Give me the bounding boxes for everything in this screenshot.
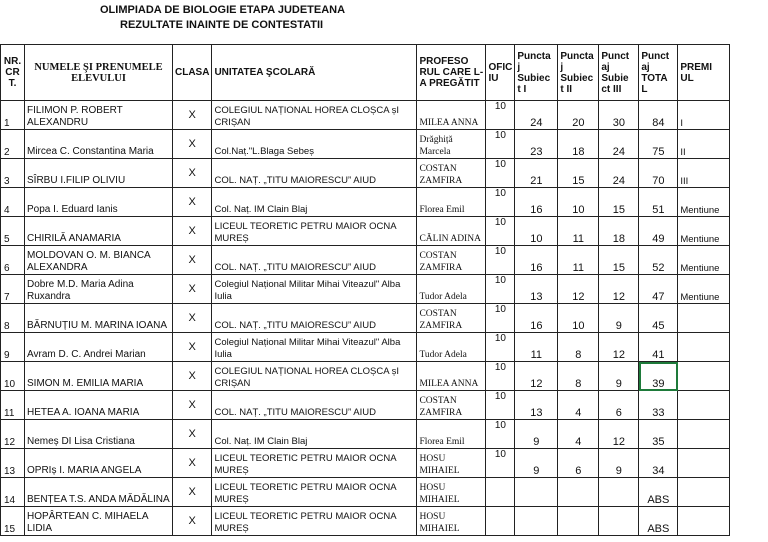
table-row	[1, 217, 730, 246]
score-subject-3-cell[interactable]: 12	[599, 420, 639, 449]
student-name-cell[interactable]: Nemeș DI Lisa Cristiana	[25, 420, 173, 449]
score-subject-3-cell[interactable]: 24	[599, 130, 639, 159]
ofic-cell[interactable]: 10	[486, 275, 515, 304]
class-cell[interactable]: X	[173, 159, 212, 188]
row-number-cell[interactable]: 3	[1, 159, 25, 188]
score-subject-2-cell[interactable]: 11	[558, 217, 599, 246]
teacher-cell[interactable]: HOSU MIHAIEL	[417, 507, 486, 536]
teacher-cell[interactable]: Drăghiță Marcela	[417, 130, 486, 159]
school-unit-cell[interactable]: COL. NAȚ. „TITU MAIORESCU” AIUD	[212, 304, 417, 333]
score-subject-2-cell[interactable]: 6	[558, 449, 599, 478]
header-unit[interactable]: UNITATEA ŞCOLARĂ	[212, 45, 417, 101]
score-subject-1-cell[interactable]: 16	[515, 246, 558, 275]
table-row	[1, 130, 730, 159]
table-row	[1, 101, 730, 130]
award-cell[interactable]: III	[678, 159, 730, 188]
score-subject-3-cell[interactable]: 24	[599, 159, 639, 188]
award-cell[interactable]: Mentiune	[678, 188, 730, 217]
school-unit-cell[interactable]: Colegiul Național Militar Mihai Viteazul" Alba Iulia	[212, 275, 417, 304]
student-name-cell[interactable]: SIMON M. EMILIA MARIA	[25, 362, 173, 391]
school-unit-cell[interactable]: COL. NAȚ. „TITU MAIORESCU” AIUD	[212, 159, 417, 188]
document-titles	[0, 0, 768, 44]
score-subject-2-cell[interactable]: 8	[558, 333, 599, 362]
class-cell[interactable]: X	[173, 275, 212, 304]
award-cell[interactable]: Mentiune	[678, 275, 730, 304]
score-subject-2-cell[interactable]: 11	[558, 246, 599, 275]
class-cell[interactable]: X	[173, 449, 212, 478]
score-total-cell[interactable]: 70	[639, 159, 678, 188]
award-cell[interactable]	[678, 478, 730, 507]
row-number-cell[interactable]: 13	[1, 449, 25, 478]
score-subject-3-cell[interactable]: 12	[599, 275, 639, 304]
row-number-cell[interactable]: 14	[1, 478, 25, 507]
ofic-cell[interactable]	[486, 507, 515, 536]
teacher-cell[interactable]: Florea Emil	[417, 188, 486, 217]
school-unit-cell[interactable]: COLEGIUL NAȚIONAL HOREA CLOȘCA șI CRIȘAN	[212, 101, 417, 130]
header-p3[interactable]: Punct aj Subie ct III	[599, 45, 639, 101]
header-clasa[interactable]: CLASA	[173, 45, 212, 101]
score-total-cell[interactable]: 75	[639, 130, 678, 159]
student-name-cell[interactable]: CHIRILĂ ANAMARIA	[25, 217, 173, 246]
ofic-cell[interactable]: 10	[486, 246, 515, 275]
score-subject-1-cell[interactable]: 23	[515, 130, 558, 159]
table-row	[1, 420, 730, 449]
table-row	[1, 304, 730, 333]
ofic-cell[interactable]: 10	[486, 333, 515, 362]
row-number-cell[interactable]: 7	[1, 275, 25, 304]
school-unit-cell[interactable]: LICEUL TEORETIC PETRU MAIOR OCNA MUREȘ	[212, 449, 417, 478]
ofic-cell[interactable]: 10	[486, 449, 515, 478]
score-subject-1-cell[interactable]: 9	[515, 420, 558, 449]
header-p2[interactable]: Puncta j Subiec t II	[558, 45, 599, 101]
score-subject-3-cell[interactable]	[599, 478, 639, 507]
header-nr[interactable]: NR. CR T.	[1, 45, 25, 101]
score-total-cell[interactable]: 34	[639, 449, 678, 478]
score-subject-2-cell[interactable]: 12	[558, 275, 599, 304]
class-cell[interactable]: X	[173, 362, 212, 391]
score-subject-2-cell[interactable]: 20	[558, 101, 599, 130]
score-subject-1-cell[interactable]: 21	[515, 159, 558, 188]
ofic-cell[interactable]: 10	[486, 217, 515, 246]
teacher-cell[interactable]: MILEA ANNA	[417, 101, 486, 130]
ofic-cell[interactable]: 10	[486, 130, 515, 159]
score-subject-1-cell[interactable]	[515, 478, 558, 507]
school-unit-cell[interactable]: COLEGIUL NAȚIONAL HOREA CLOȘCA șI CRIȘAN	[212, 362, 417, 391]
score-total-cell[interactable]: 35	[639, 420, 678, 449]
row-number-cell[interactable]: 2	[1, 130, 25, 159]
student-name-cell[interactable]: Mircea C. Constantina Maria	[25, 130, 173, 159]
score-total-cell[interactable]: 51	[639, 188, 678, 217]
score-subject-3-cell[interactable]: 12	[599, 333, 639, 362]
results-table	[0, 44, 730, 536]
header-row	[1, 45, 730, 101]
score-subject-3-cell[interactable]: 6	[599, 391, 639, 420]
score-subject-1-cell[interactable]: 13	[515, 275, 558, 304]
school-unit-cell[interactable]: Colegiul Național Militar Mihai Viteazul" Alba Iulia	[212, 333, 417, 362]
student-name-cell[interactable]: MOLDOVAN O. M. BIANCA ALEXANDRA	[25, 246, 173, 275]
score-subject-1-cell[interactable]: 16	[515, 188, 558, 217]
ofic-cell[interactable]: 10	[486, 159, 515, 188]
award-cell[interactable]	[678, 391, 730, 420]
row-number-cell[interactable]: 11	[1, 391, 25, 420]
class-cell[interactable]: X	[173, 478, 212, 507]
award-cell[interactable]: II	[678, 130, 730, 159]
student-name-cell[interactable]: SÎRBU I.FILIP OLIVIU	[25, 159, 173, 188]
ofic-cell[interactable]: 10	[486, 304, 515, 333]
title-line-1: OLIMPIADA DE BIOLOGIE ETAPA JUDETEANA	[100, 4, 346, 16]
header-ofic[interactable]: OFIC IU	[486, 45, 515, 101]
score-subject-3-cell[interactable]: 18	[599, 217, 639, 246]
teacher-cell[interactable]: CĂLIN ADINA	[417, 217, 486, 246]
score-subject-3-cell[interactable]: 30	[599, 101, 639, 130]
student-name-cell[interactable]: Popa I. Eduard Ianis	[25, 188, 173, 217]
score-subject-3-cell[interactable]: 9	[599, 362, 639, 391]
class-cell[interactable]: X	[173, 130, 212, 159]
class-cell[interactable]: X	[173, 507, 212, 536]
header-p1[interactable]: Puncta j Subiec t I	[515, 45, 558, 101]
table-row	[1, 188, 730, 217]
score-subject-3-cell[interactable]: 9	[599, 304, 639, 333]
score-subject-1-cell[interactable]: 16	[515, 304, 558, 333]
score-subject-3-cell[interactable]: 9	[599, 449, 639, 478]
score-subject-3-cell[interactable]	[599, 507, 639, 536]
score-total-cell[interactable]: 41	[639, 333, 678, 362]
score-subject-1-cell[interactable]: 10	[515, 217, 558, 246]
award-cell[interactable]: Mentiune	[678, 217, 730, 246]
row-number-cell[interactable]: 4	[1, 188, 25, 217]
class-cell[interactable]: X	[173, 217, 212, 246]
header-total[interactable]: Punct aj TOTA L	[639, 45, 678, 101]
ofic-cell[interactable]: 10	[486, 420, 515, 449]
score-subject-3-cell[interactable]: 15	[599, 246, 639, 275]
row-number-cell[interactable]: 12	[1, 420, 25, 449]
student-name-cell[interactable]: Avram D. C. Andrei Marian	[25, 333, 173, 362]
score-subject-1-cell[interactable]: 11	[515, 333, 558, 362]
class-cell[interactable]: X	[173, 246, 212, 275]
teacher-cell[interactable]: COSTAN ZAMFIRA	[417, 159, 486, 188]
class-cell[interactable]: X	[173, 188, 212, 217]
table-row	[1, 333, 730, 362]
score-total-cell[interactable]: 39	[639, 362, 678, 391]
score-subject-2-cell[interactable]: 15	[558, 159, 599, 188]
header-prof[interactable]: PROFESO RUL CARE L-A PREGĂTIT	[417, 45, 486, 101]
school-unit-cell[interactable]: LICEUL TEORETIC PETRU MAIOR OCNA MUREȘ	[212, 478, 417, 507]
row-number-cell[interactable]: 10	[1, 362, 25, 391]
score-subject-1-cell[interactable]: 13	[515, 391, 558, 420]
teacher-cell[interactable]: COSTAN ZAMFIRA	[417, 246, 486, 275]
table-row	[1, 391, 730, 420]
school-unit-cell[interactable]: Col.Naț."L.Blaga Sebeș	[212, 130, 417, 159]
teacher-cell[interactable]: Tudor Adela	[417, 333, 486, 362]
score-subject-2-cell[interactable]: 4	[558, 420, 599, 449]
score-subject-1-cell[interactable]: 24	[515, 101, 558, 130]
class-cell[interactable]: X	[173, 391, 212, 420]
score-total-cell[interactable]: 47	[639, 275, 678, 304]
school-unit-cell[interactable]: Col. Naț. IM Clain Blaj	[212, 188, 417, 217]
class-cell[interactable]: X	[173, 333, 212, 362]
table-body	[1, 101, 730, 536]
award-cell[interactable]	[678, 420, 730, 449]
student-name-cell[interactable]: HETEA A. IOANA MARIA	[25, 391, 173, 420]
class-cell[interactable]: X	[173, 304, 212, 333]
score-total-cell[interactable]: 45	[639, 304, 678, 333]
teacher-cell[interactable]: COSTAN ZAMFIRA	[417, 304, 486, 333]
student-name-cell[interactable]: BENȚEA T.S. ANDA MĂDĂLINA	[25, 478, 173, 507]
teacher-cell[interactable]: HOSU MIHAIEL	[417, 449, 486, 478]
score-total-cell[interactable]: 33	[639, 391, 678, 420]
award-cell[interactable]	[678, 507, 730, 536]
header-premiul[interactable]: PREMI UL	[678, 45, 730, 101]
score-subject-2-cell[interactable]: 4	[558, 391, 599, 420]
score-subject-2-cell[interactable]: 10	[558, 188, 599, 217]
teacher-cell[interactable]: MILEA ANNA	[417, 362, 486, 391]
ofic-cell[interactable]: 10	[486, 391, 515, 420]
award-cell[interactable]	[678, 449, 730, 478]
score-subject-2-cell[interactable]: 10	[558, 304, 599, 333]
row-number-cell[interactable]: 5	[1, 217, 25, 246]
score-subject-2-cell[interactable]	[558, 507, 599, 536]
class-cell[interactable]: X	[173, 420, 212, 449]
teacher-cell[interactable]: Tudor Adela	[417, 275, 486, 304]
ofic-cell[interactable]	[486, 478, 515, 507]
table-row	[1, 275, 730, 304]
table-row	[1, 478, 730, 507]
row-number-cell[interactable]: 9	[1, 333, 25, 362]
table-row	[1, 159, 730, 188]
teacher-cell[interactable]: HOSU MIHAIEL	[417, 478, 486, 507]
title-line-2: REZULTATE INAINTE DE CONTESTATII	[120, 19, 324, 31]
score-subject-1-cell[interactable]: 12	[515, 362, 558, 391]
award-cell[interactable]: I	[678, 101, 730, 130]
score-total-cell[interactable]: 52	[639, 246, 678, 275]
class-cell[interactable]: X	[173, 101, 212, 130]
award-cell[interactable]	[678, 304, 730, 333]
school-unit-cell[interactable]: Col. Naț. IM Clain Blaj	[212, 420, 417, 449]
student-name-cell[interactable]: FILIMON P. ROBERT ALEXANDRU	[25, 101, 173, 130]
school-unit-cell[interactable]: LICEUL TEORETIC PETRU MAIOR OCNA MUREȘ	[212, 217, 417, 246]
score-total-cell[interactable]: ABS	[639, 507, 678, 536]
ofic-cell[interactable]: 10	[486, 188, 515, 217]
score-subject-1-cell[interactable]: 9	[515, 449, 558, 478]
row-number-cell[interactable]: 1	[1, 101, 25, 130]
school-unit-cell[interactable]: LICEUL TEORETIC PETRU MAIOR OCNA MUREȘ	[212, 507, 417, 536]
row-number-cell[interactable]: 15	[1, 507, 25, 536]
score-subject-2-cell[interactable]: 18	[558, 130, 599, 159]
school-unit-cell[interactable]: COL. NAȚ. „TITU MAIORESCU” AIUD	[212, 391, 417, 420]
score-total-cell[interactable]: 49	[639, 217, 678, 246]
teacher-cell[interactable]: COSTAN ZAMFIRA	[417, 391, 486, 420]
score-subject-3-cell[interactable]: 15	[599, 188, 639, 217]
ofic-cell[interactable]: 10	[486, 101, 515, 130]
score-total-cell[interactable]: 84	[639, 101, 678, 130]
school-unit-cell[interactable]: COL. NAȚ. „TITU MAIORESCU” AIUD	[212, 246, 417, 275]
table-row	[1, 507, 730, 536]
award-cell[interactable]	[678, 333, 730, 362]
student-name-cell[interactable]: BĂRNUȚIU M. MARINA IOANA	[25, 304, 173, 333]
score-subject-2-cell[interactable]: 8	[558, 362, 599, 391]
row-number-cell[interactable]: 6	[1, 246, 25, 275]
score-subject-2-cell[interactable]	[558, 478, 599, 507]
table-row	[1, 246, 730, 275]
ofic-cell[interactable]: 10	[486, 362, 515, 391]
table-row	[1, 362, 730, 391]
score-subject-1-cell[interactable]	[515, 507, 558, 536]
award-cell[interactable]	[678, 362, 730, 391]
score-total-cell[interactable]: ABS	[639, 478, 678, 507]
row-number-cell[interactable]: 8	[1, 304, 25, 333]
award-cell[interactable]: Mentiune	[678, 246, 730, 275]
header-name[interactable]: NUMELE ŞI PRENUMELE ELEVULUI	[25, 45, 173, 101]
student-name-cell[interactable]: HOPÂRTEAN C. MIHAELA LIDIA	[25, 507, 173, 536]
table-row	[1, 449, 730, 478]
student-name-cell[interactable]: OPRIș I. MARIA ANGELA	[25, 449, 173, 478]
teacher-cell[interactable]: Florea Emil	[417, 420, 486, 449]
student-name-cell[interactable]: Dobre M.D. Maria Adina Ruxandra	[25, 275, 173, 304]
